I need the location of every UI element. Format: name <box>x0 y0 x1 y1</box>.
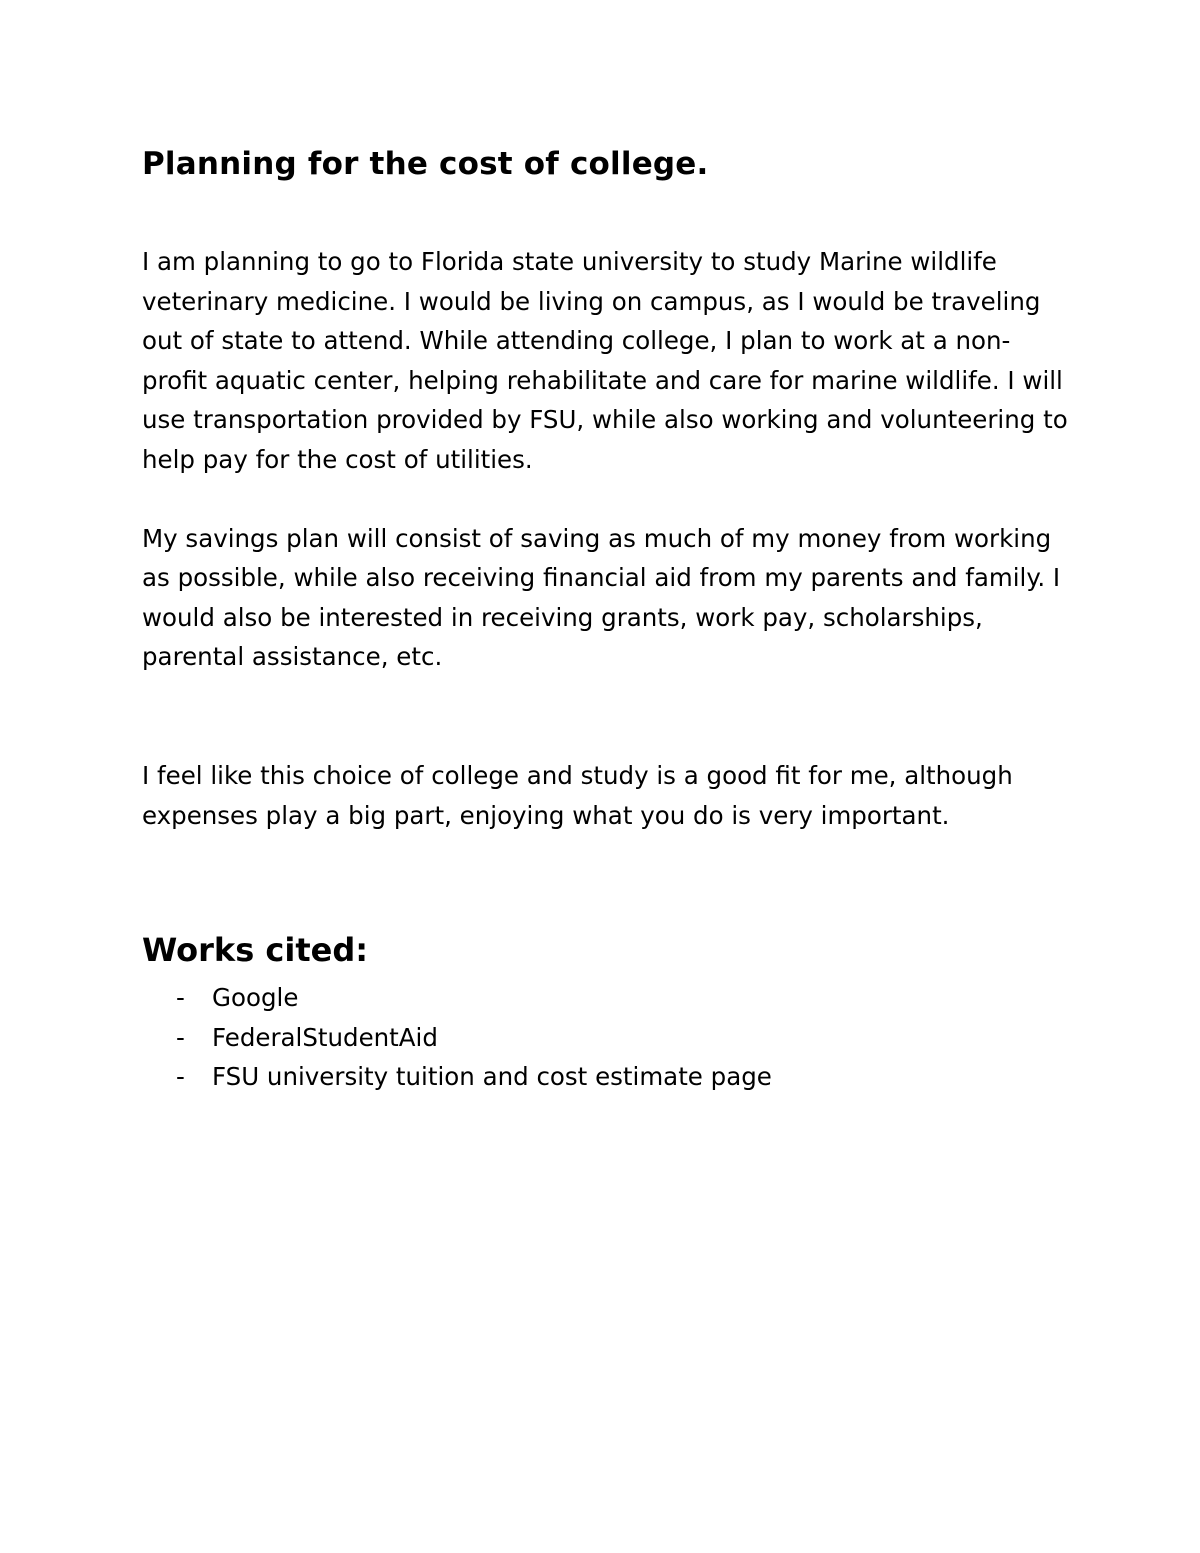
works-cited-heading: Works cited: <box>142 931 369 970</box>
paragraph-college-plan: I am planning to go to Florida state university to study Marine wildlife veterinary medicine. I would be living on campus, as I would be traveling out of state to attend. While attending college, I plan to work at a non-profit aquatic center, helping rehabilitate and care for marine wildlife. I will use transportation provided by FSU, while also working and volunteering to help pay for the cost of utilities. <box>142 247 1068 474</box>
paragraph-savings-plan: My savings plan will consist of saving as much of my money from working as possible, while also receiving financial aid from my parents and family. I would also be interested in receiving grants, work pay, scholarships, parental assistance, etc. <box>142 523 1061 672</box>
works-cited-item-text: FSU university tuition and cost estimate page <box>212 1062 772 1092</box>
paragraph-conclusion: I feel like this choice of college and study is a good fit for me, although expenses play a big part, enjoying what you do is very important. <box>142 760 1013 830</box>
works-cited-item <box>142 1057 1072 1097</box>
works-cited-item <box>142 1018 1072 1058</box>
works-cited-item-text: FederalStudentAid <box>212 1022 438 1052</box>
document-body <box>142 140 1072 1097</box>
document-title: Planning for the cost of college. <box>142 146 709 182</box>
list-bullet: - <box>176 983 185 1013</box>
works-cited-item <box>142 978 1072 1018</box>
list-bullet: - <box>176 1022 185 1052</box>
works-cited-item-text: Google <box>212 983 299 1013</box>
works-cited-list <box>142 978 1072 1097</box>
list-bullet: - <box>176 1062 185 1092</box>
